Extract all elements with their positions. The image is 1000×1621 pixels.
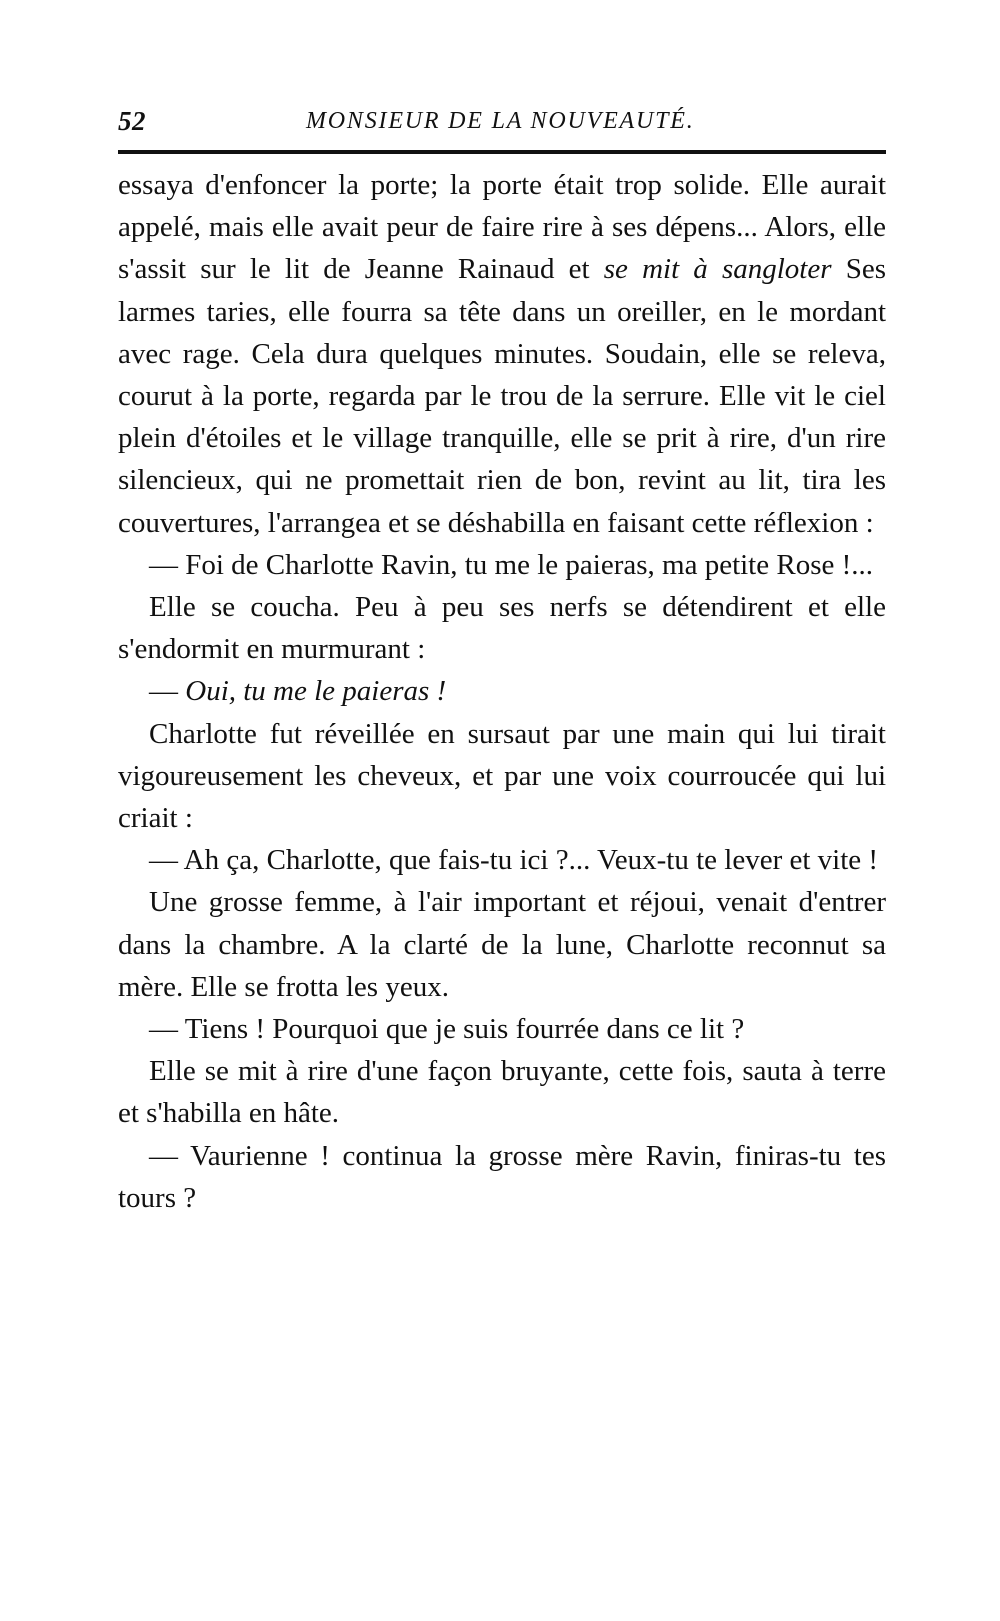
paragraph-1-text-after: Ses larmes taries, elle fourra sa tête dans un oreiller, en le mordant avec rage. Cela dura quelques minutes. Soudain, elle se releva, courut à la porte, regarda par le trou de la serrure. Elle vit le ciel plein d'étoiles et le village tranquille, elle se prit à rire, d'un rire silencieux, qui ne promettait rien de bon, revint au lit, tira les couvertures, l'arrangea et se déshabilla en faisant cette réflexion : <box>118 253 886 539</box>
running-title: MONSIEUR DE LA NOUVEAUTÉ. <box>306 108 695 134</box>
italic-phrase-sangloter: se mit à sangloter <box>603 253 832 286</box>
paragraph-charlotte-reveillee: Charlotte fut réveillée en sursaut par une main qui lui tirait vigoureusement les cheveux, et par une voix courroucée qui lui criait : <box>118 717 886 835</box>
paragraph-elle-se-mit-a-rire: Elle se mit à rire d'une façon bruyante, cette fois, sauta à terre et s'habilla en hâte. <box>118 1055 886 1130</box>
italic-dialogue: Oui, tu me le paieras ! <box>185 675 447 708</box>
dialogue-dash: — <box>149 675 186 708</box>
header-rule <box>118 150 886 154</box>
paragraph-1 <box>118 164 886 544</box>
page-header <box>118 100 886 140</box>
paragraph-grosse-femme: Une grosse femme, à l'air important et réjoui, venait d'entrer dans la chambre. A la clarté de la lune, Charlotte reconnut sa mère. Elle se frotta les yeux. <box>118 886 886 1003</box>
dialogue-ah-ca-charlotte: — Ah ça, Charlotte, que fais-tu ici ?... Veux-tu te lever et vite ! <box>149 844 879 877</box>
page-number: 52 <box>118 106 146 136</box>
chapter-text <box>118 164 886 1219</box>
dialogue-foi-de-charlotte: — Foi de Charlotte Ravin, tu me le paieras, ma petite Rose !... <box>149 548 874 581</box>
paragraph-elle-se-coucha: Elle se coucha. Peu à peu ses nerfs se détendirent et elle s'endormit en murmurant : <box>118 591 886 666</box>
dialogue-oui-tu-me-le-paieras <box>118 670 886 712</box>
dialogue-vaurienne: — Vaurienne ! continua la grosse mère Ravin, finiras-tu tes tours ? <box>118 1139 886 1214</box>
dialogue-tiens-pourquoi: — Tiens ! Pourquoi que je suis fourrée dans ce lit ? <box>149 1013 745 1046</box>
paragraph-1-text-before: essaya d'enfoncer la porte; la porte était trop solide. Elle aurait appelé, mais elle avait peur de faire rire à ses dépens... Alors, elle s'assit sur le lit de Jeanne Rainaud et <box>118 169 886 286</box>
